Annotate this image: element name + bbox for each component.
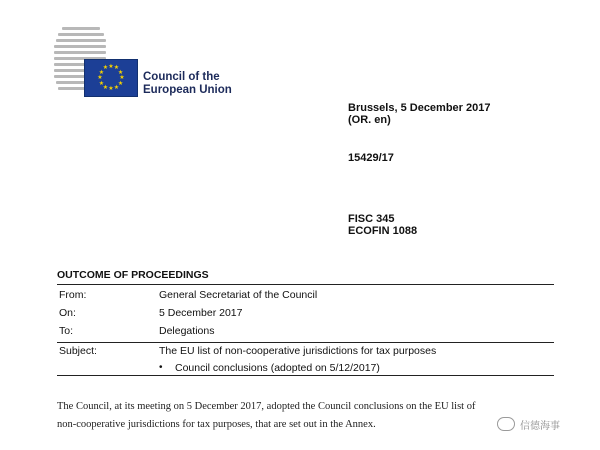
- row-label: On:: [59, 307, 76, 319]
- council-name-line2: European Union: [143, 84, 232, 96]
- row-value: Delegations: [159, 325, 215, 337]
- row-value: 5 December 2017: [159, 307, 243, 319]
- eu-star-icon: ★: [98, 68, 105, 76]
- row-label: To:: [59, 325, 74, 337]
- divider-top: [57, 284, 554, 285]
- council-name: [143, 71, 232, 97]
- row-label: From:: [59, 289, 87, 301]
- eu-star-icon: ★: [97, 74, 103, 81]
- row-value: The EU list of non-cooperative jurisdictions for tax purposes: [159, 345, 437, 357]
- eu-star-icon: ★: [113, 64, 120, 72]
- subject-bullet-text: Council conclusions (adopted on 5/12/2017): [175, 362, 380, 374]
- eu-star-icon: ★: [119, 74, 125, 81]
- body-line: non-cooperative jurisdictions for tax purposes, that are set out in the Annex.: [57, 419, 376, 430]
- eu-star-icon: ★: [108, 85, 114, 92]
- eu-star-icon: ★: [117, 79, 124, 87]
- eu-star-icon: ★: [117, 68, 124, 76]
- row-label: Subject:: [59, 345, 97, 357]
- eu-star-icon: ★: [113, 83, 120, 91]
- wechat-icon: [497, 417, 515, 431]
- eu-star-icon: ★: [102, 64, 109, 72]
- row-to: [57, 324, 554, 338]
- body-line: The Council, at its meeting on 5 December 2017, adopted the Council conclusions on the EU list of: [57, 401, 476, 412]
- divider-bottom: [57, 375, 554, 376]
- row-value: General Secretariat of the Council: [159, 289, 318, 301]
- row-on: [57, 306, 554, 320]
- document-number: 15429/17: [348, 152, 394, 164]
- place-date: Brussels, 5 December 2017: [348, 102, 491, 114]
- eu-flag-icon: [84, 59, 138, 97]
- fisc-code: FISC 345: [348, 213, 395, 225]
- eu-star-icon: ★: [108, 63, 114, 70]
- ecofin-code: ECOFIN 1088: [348, 225, 418, 237]
- row-from: [57, 288, 554, 302]
- council-logo: [54, 27, 244, 102]
- row-subject: [57, 344, 554, 358]
- watermark: [497, 414, 587, 434]
- council-name-line1: Council of the: [143, 71, 220, 83]
- eu-star-icon: ★: [98, 79, 105, 87]
- outcome-title: OUTCOME OF PROCEEDINGS: [57, 269, 209, 281]
- language-code: (OR. en): [348, 114, 391, 126]
- divider-subject: [57, 342, 554, 343]
- eu-star-icon: ★: [102, 83, 109, 91]
- bullet-icon: •: [159, 362, 163, 373]
- body-paragraph: [57, 398, 557, 434]
- watermark-text: 信德海事: [520, 421, 560, 432]
